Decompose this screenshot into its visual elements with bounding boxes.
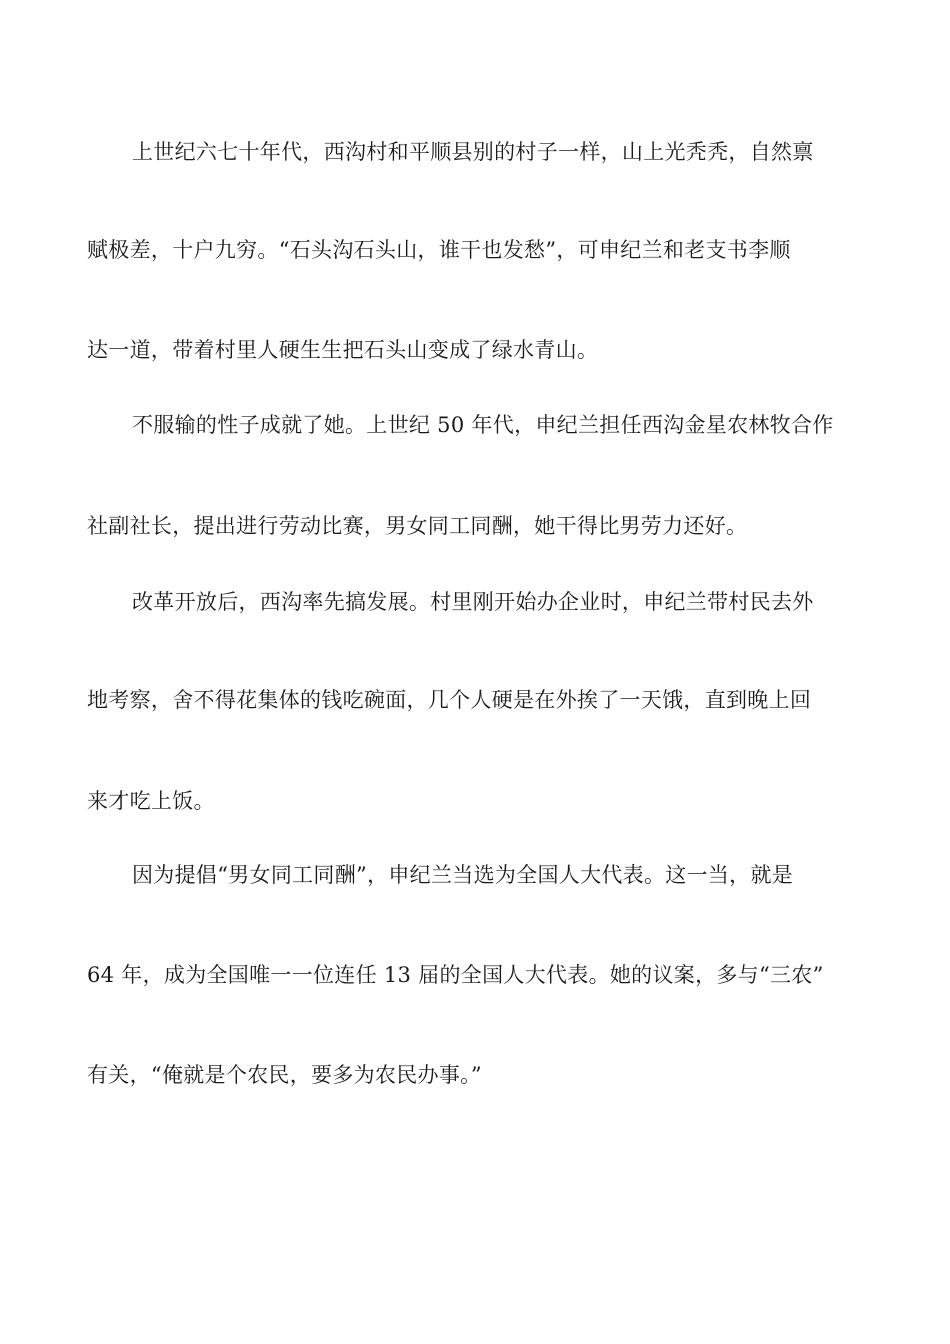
paragraph-2-line-2: 社副社长，提出进行劳动比赛，男女同工同酬，她干得比男劳力还好。 — [87, 514, 748, 538]
paragraph-2-line-1: 不服输的性子成就了她。上世纪 50 年代，申纪兰担任西沟金星农林牧合作 — [132, 413, 834, 437]
paragraph-4-line-3: 有关，“俺就是个农民，要多为农民办事。” — [87, 1063, 482, 1087]
paragraph-4-line-2: 64 年，成为全国唯一一位连任 13 届的全国人大代表。她的议案，多与“三农” — [87, 963, 824, 987]
paragraph-1-line-1: 上世纪六七十年代，西沟村和平顺县别的村子一样，山上光秃秃，自然禀 — [132, 140, 814, 164]
paragraph-1-line-3: 达一道，带着村里人硬生生把石头山变成了绿水青山。 — [87, 338, 599, 362]
paragraph-3-line-3: 来才吃上饭。 — [87, 789, 215, 813]
paragraph-1-line-2: 赋极差，十户九穷。“石头沟石头山，谁干也发愁”，可申纪兰和老支书李顺 — [87, 238, 791, 262]
paragraph-3-line-2: 地考察，舍不得花集体的钱吃碗面，几个人硬是在外挨了一天饿，直到晚上回 — [87, 688, 812, 712]
paragraph-3-line-1: 改革开放后，西沟率先搞发展。村里刚开始办企业时，申纪兰带村民去外 — [132, 590, 814, 614]
paragraph-4-line-1: 因为提倡“男女同工同酬”，申纪兰当选为全国人大代表。这一当，就是 — [132, 863, 794, 887]
